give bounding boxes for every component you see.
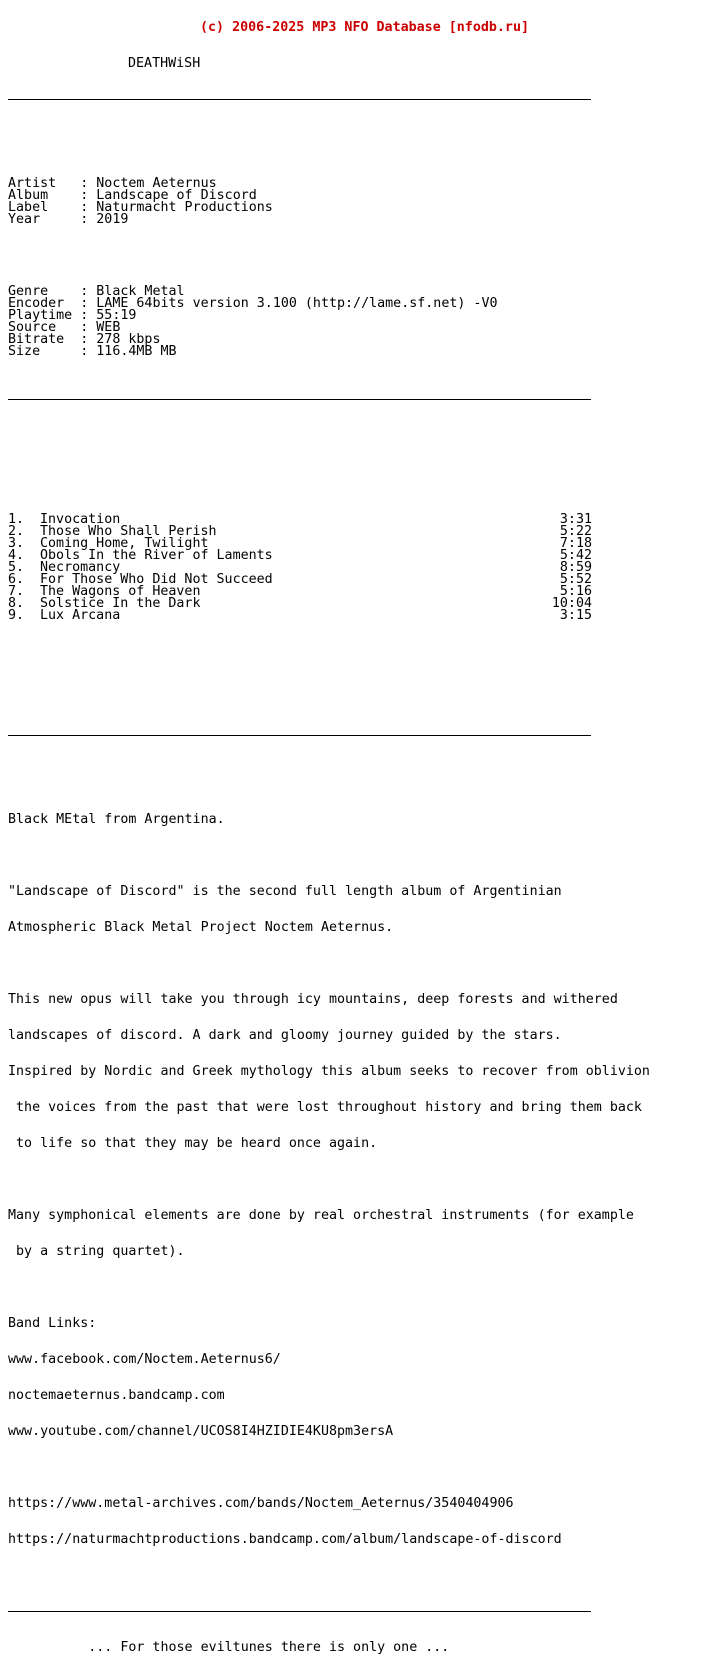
track-duration: 7:18	[559, 536, 592, 551]
nfo-document	[8, 0, 650, 1666]
track-title: Coming Home, Twilight	[40, 536, 209, 551]
field-value: 116.4MB MB	[96, 344, 177, 359]
track-row	[8, 610, 650, 622]
notes-line: the voices from the past that were lost throughout history and bring them back	[8, 1100, 642, 1115]
track-duration: 3:15	[559, 608, 592, 623]
field-separator: :	[80, 284, 97, 299]
field-separator: :	[80, 176, 97, 191]
track-title: Obols In the River of Laments	[40, 548, 273, 563]
track-title: Lux Arcana	[40, 608, 121, 623]
field-value: WEB	[96, 320, 121, 335]
field-value: 2019	[96, 212, 129, 227]
field-label: Artist	[8, 176, 81, 191]
copyright-text: (c) 2006-2025 MP3 NFO Database [nfodb.ru]	[200, 20, 529, 35]
field-value: Black Metal	[96, 284, 185, 299]
links-title: Band Links:	[8, 1316, 97, 1331]
tech-info	[8, 286, 650, 358]
track-title: Necromancy	[40, 560, 121, 575]
band-link: www.facebook.com/Noctem.Aeternus6/	[8, 1352, 281, 1367]
field-separator: :	[80, 344, 97, 359]
field-label: Year	[8, 212, 81, 227]
notes-line: "Landscape of Discord" is the second full length album of Argentinian	[8, 884, 562, 899]
track-duration: 10:04	[551, 596, 592, 611]
notes-line: landscapes of discord. A dark and gloomy journey guided by the stars.	[8, 1028, 562, 1043]
field-separator: :	[80, 320, 97, 335]
track-duration: 5:42	[559, 548, 592, 563]
field-label: Size	[8, 344, 81, 359]
track-number: 4.	[8, 548, 25, 563]
field-label: Album	[8, 188, 81, 203]
notes-line: Atmospheric Black Metal Project Noctem Aeternus.	[8, 920, 394, 935]
band-link: https://naturmachtproductions.bandcamp.com/album/landscape-of-discord	[8, 1532, 562, 1547]
field-separator: :	[80, 188, 97, 203]
track-title: For Those Who Did Not Succeed	[40, 572, 273, 587]
notes-intro: Black MEtal from Argentina.	[8, 812, 225, 827]
field-value: Naturmacht Productions	[96, 200, 273, 215]
track-number: 9.	[8, 608, 25, 623]
track-duration: 3:31	[559, 512, 592, 527]
copyright-line	[8, 22, 650, 34]
notes-line: This new opus will take you through icy mountains, deep forests and withered	[8, 992, 618, 1007]
band-link: www.youtube.com/channel/UCOS8I4HZIDIE4KU8pm3ersA	[8, 1424, 394, 1439]
track-title: Solstice In the Dark	[40, 596, 201, 611]
track-number: 8.	[8, 596, 25, 611]
divider	[8, 394, 650, 406]
field-separator: :	[80, 308, 97, 323]
track-duration: 5:22	[559, 524, 592, 539]
notes-line: by a string quartet).	[8, 1244, 185, 1259]
field-value: LAME 64bits version 3.100 (http://lame.sf.net) -V0	[96, 296, 498, 311]
group-line	[8, 58, 650, 70]
track-duration: 8:59	[559, 560, 592, 575]
track-duration: 5:52	[559, 572, 592, 587]
field-value: 55:19	[96, 308, 137, 323]
field-row	[8, 346, 650, 358]
divider	[8, 1606, 650, 1618]
track-number: 3.	[8, 536, 25, 551]
track-title: Those Who Shall Perish	[40, 524, 217, 539]
field-value: Noctem Aeternus	[96, 176, 217, 191]
field-separator: :	[80, 200, 97, 215]
track-title: Invocation	[40, 512, 121, 527]
field-label: Source	[8, 320, 81, 335]
track-number: 2.	[8, 524, 25, 539]
notes-line: Inspired by Nordic and Greek mythology this album seeks to recover from oblivion	[8, 1064, 650, 1079]
band-link: noctemaeternus.bandcamp.com	[8, 1388, 225, 1403]
group-name: DEATHWiSH	[128, 56, 201, 71]
field-label: Bitrate	[8, 332, 81, 347]
field-row	[8, 214, 650, 226]
track-number: 6.	[8, 572, 25, 587]
field-label: Encoder	[8, 296, 81, 311]
field-label: Label	[8, 200, 81, 215]
divider	[8, 730, 650, 742]
field-value: Landscape of Discord	[96, 188, 257, 203]
tracklist	[8, 514, 650, 622]
footer-tagline: ... For those eviltunes there is only one ...	[8, 1640, 450, 1655]
track-number: 7.	[8, 584, 25, 599]
divider	[8, 94, 650, 106]
track-title: The Wagons of Heaven	[40, 584, 201, 599]
field-label: Playtime	[8, 308, 81, 323]
field-value: 278 kbps	[96, 332, 161, 347]
notes-line: Many symphonical elements are done by real orchestral instruments (for example	[8, 1208, 634, 1223]
track-number: 1.	[8, 512, 25, 527]
field-label: Genre	[8, 284, 81, 299]
notes-line: to life so that they may be heard once again.	[8, 1136, 378, 1151]
release-info	[8, 178, 650, 226]
field-separator: :	[80, 332, 97, 347]
track-duration: 5:16	[559, 584, 592, 599]
field-separator: :	[80, 212, 97, 227]
track-number: 5.	[8, 560, 25, 575]
field-separator: :	[80, 296, 97, 311]
band-link: https://www.metal-archives.com/bands/Noctem_Aeternus/3540404906	[8, 1496, 514, 1511]
